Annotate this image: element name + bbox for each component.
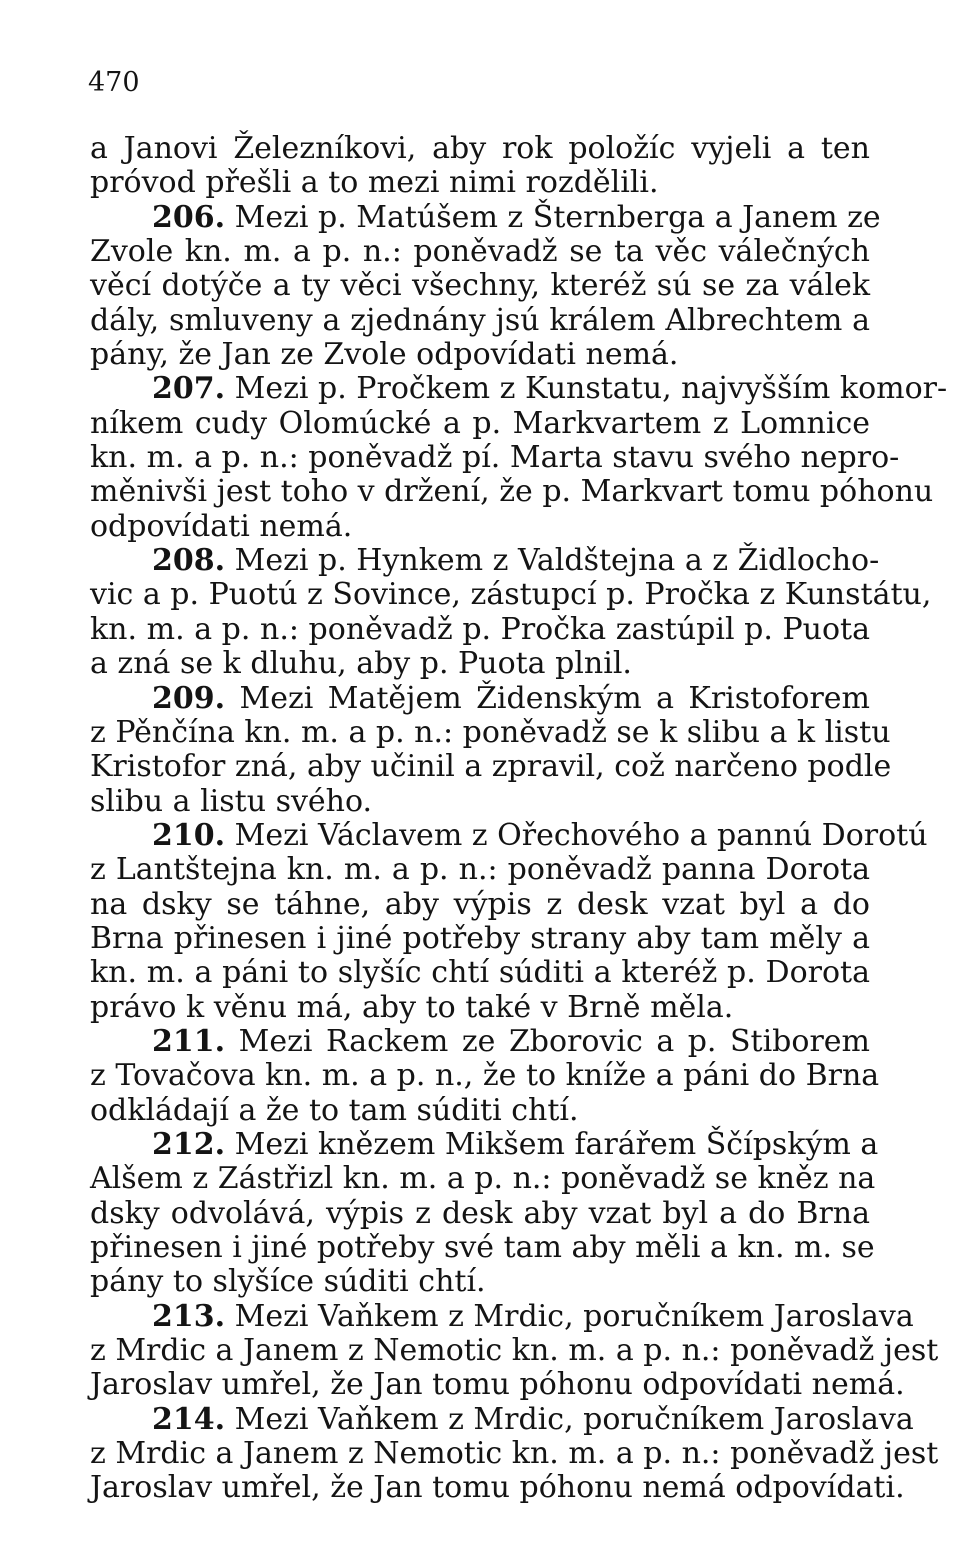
- line-text: z Mrdic a Janem z Nemotic kn. m. a p. n.: poněvadž jest: [90, 1436, 939, 1472]
- text-line: [90, 613, 870, 647]
- line-text: Zvole kn. m. a p. n.: poněvadž se ta věc válečných: [90, 234, 870, 270]
- line-text: Alšem z Zástřizl kn. m. a p. n.: poněvadž se kněz na: [90, 1161, 876, 1197]
- text-line: [90, 1197, 870, 1231]
- line-text: věcí dotýče a ty věci všechny, kteréž sú se za válek: [90, 268, 870, 304]
- line-text: Kristofor zná, aby učinil a zpravil, což narčeno podle: [90, 749, 892, 785]
- line-text: právo k věnu má, aby to také v Brně měla.: [90, 989, 734, 1025]
- line-text: z Tovačova kn. m. a p. n., že to kníže a páni do Brna: [90, 1058, 880, 1094]
- line-text: dály, smluveny a zjednány jsú králem Albrechtem a: [90, 302, 870, 338]
- line-text: Mezi Vaňkem z Mrdic, poručníkem Jaroslava: [234, 1401, 914, 1437]
- line-text: a Janovi Železníkovi, aby rok položíc vyjeli a ten: [90, 131, 870, 166]
- line-text: a zná se k dluhu, aby p. Puota plnil.: [90, 646, 632, 682]
- line-text: kn. m. a p. n.: poněvadž p. Pročka zastúpil p. Puota: [90, 611, 870, 647]
- text-line: [90, 1367, 905, 1403]
- entry-start-line: [90, 1025, 870, 1059]
- line-text: pány, že Jan ze Zvole odpovídati nemá.: [90, 337, 679, 373]
- text-line: [90, 1333, 939, 1369]
- line-text: níkem cudy Olomúcké a p. Markvartem z Lomnice: [90, 405, 870, 441]
- entry-start-line: [90, 543, 880, 579]
- text-line: [90, 922, 870, 956]
- line-text: přinesen i jiné potřeby své tam aby měli a kn. m. se: [90, 1230, 875, 1265]
- entry-number: 209.: [152, 680, 226, 716]
- line-text: slibu a listu svého.: [90, 783, 373, 819]
- line-text: odpovídati nemá.: [90, 508, 353, 544]
- text-line: [90, 1436, 939, 1472]
- entry-start-line: [90, 682, 870, 716]
- line-text: Jaroslav umřel, že Jan tomu póhonu nemá odpovídati.: [90, 1470, 905, 1506]
- text-line: [90, 407, 870, 441]
- entry-start-line: [90, 371, 948, 407]
- text-line: [90, 304, 870, 338]
- entry-number: 206.: [152, 199, 226, 235]
- entry-number: 214.: [152, 1401, 226, 1437]
- text-line: [90, 888, 870, 922]
- entry-number: 212.: [152, 1126, 226, 1162]
- entry-start-line: [90, 1401, 914, 1437]
- entry-start-line: [90, 817, 928, 853]
- line-text: Mezi knězem Mikšem farářem Ščípským a: [234, 1126, 879, 1162]
- line-text: Mezi Matějem Židenským a Kristoforem: [239, 680, 870, 716]
- line-text: dsky odvolává, výpis z desk aby vzat byl a do Brna: [90, 1195, 870, 1231]
- line-text: Mezi p. Pročkem z Kunstatu, najvyšším komor-: [234, 371, 948, 407]
- entry-number: 213.: [152, 1298, 226, 1334]
- line-text: Mezi p. Matúšem z Šternberga a Janem ze: [234, 199, 881, 235]
- text-line: [90, 235, 870, 269]
- text-line: [90, 269, 870, 303]
- entry-start-line: [90, 199, 881, 235]
- line-text: kn. m. a p. n.: poněvadž pí. Marta stavu svého nepro-: [90, 440, 900, 476]
- text-line: [90, 1094, 870, 1128]
- text-line: [90, 1230, 875, 1265]
- line-text: Mezi Vaňkem z Mrdic, poručníkem Jaroslava: [234, 1298, 914, 1334]
- line-text: próvod přešli a to mezi nimi rozdělili.: [90, 165, 659, 201]
- text-line: [90, 749, 892, 785]
- line-text: Jaroslav umřel, že Jan tomu póhonu odpovídati nemá.: [90, 1367, 905, 1403]
- text-line: [90, 853, 870, 887]
- entry-number: 207.: [152, 371, 226, 407]
- text-line: [90, 166, 870, 200]
- line-text: kn. m. a páni to slyšíc chtí súditi a kteréž p. Dorota: [90, 955, 870, 991]
- entry-number: 208.: [152, 543, 226, 579]
- text-line: [90, 474, 934, 510]
- entry-number: 210.: [152, 817, 226, 853]
- line-text: odkládají a že to tam súditi chtí.: [90, 1092, 579, 1128]
- text-line: [90, 440, 900, 476]
- text-line: [90, 1058, 880, 1094]
- line-text: vic a p. Puotú z Sovince, zástupcí p. Pročka z Kunstátu,: [90, 577, 932, 613]
- entry-start-line: [90, 1298, 914, 1334]
- line-text: měnivši jest toho v držení, že p. Markvart tomu póhonu: [90, 474, 934, 510]
- entry-number: 211.: [152, 1023, 226, 1059]
- text-line: [90, 647, 870, 681]
- line-text: Mezi Rackem ze Zborovic a p. Stiborem: [238, 1023, 870, 1059]
- text-body: [90, 131, 948, 1506]
- text-line: [90, 132, 870, 166]
- line-text: pány to slyšíce súditi chtí.: [90, 1264, 486, 1300]
- text-line: [90, 1470, 905, 1506]
- text-line: [90, 991, 870, 1025]
- line-text: na dsky se táhne, aby výpis z desk vzat byl a do: [90, 886, 870, 922]
- line-text: Brna přinesen i jiné potřeby strany aby tam měly a: [90, 920, 870, 956]
- text-line: [90, 956, 870, 990]
- line-text: z Lantštejna kn. m. a p. n.: poněvadž panna Dorota: [90, 852, 870, 888]
- text-line: [90, 510, 870, 544]
- text-line: [90, 1265, 870, 1299]
- text-line: [90, 1161, 876, 1197]
- entry-start-line: [90, 1126, 879, 1162]
- line-text: Mezi Václavem z Ořechového a pannú Dorotú: [234, 817, 928, 853]
- text-line: [90, 785, 870, 819]
- text-line: [90, 577, 932, 613]
- text-line: [90, 714, 891, 750]
- page-number: 470: [88, 67, 140, 98]
- line-text: Mezi p. Hynkem z Valdštejna a z Židlocho-: [234, 543, 880, 579]
- line-text: z Pěnčína kn. m. a p. n.: poněvadž se k slibu a k listu: [90, 714, 891, 750]
- line-text: z Mrdic a Janem z Nemotic kn. m. a p. n.: poněvadž jest: [90, 1333, 939, 1369]
- text-line: [90, 338, 870, 372]
